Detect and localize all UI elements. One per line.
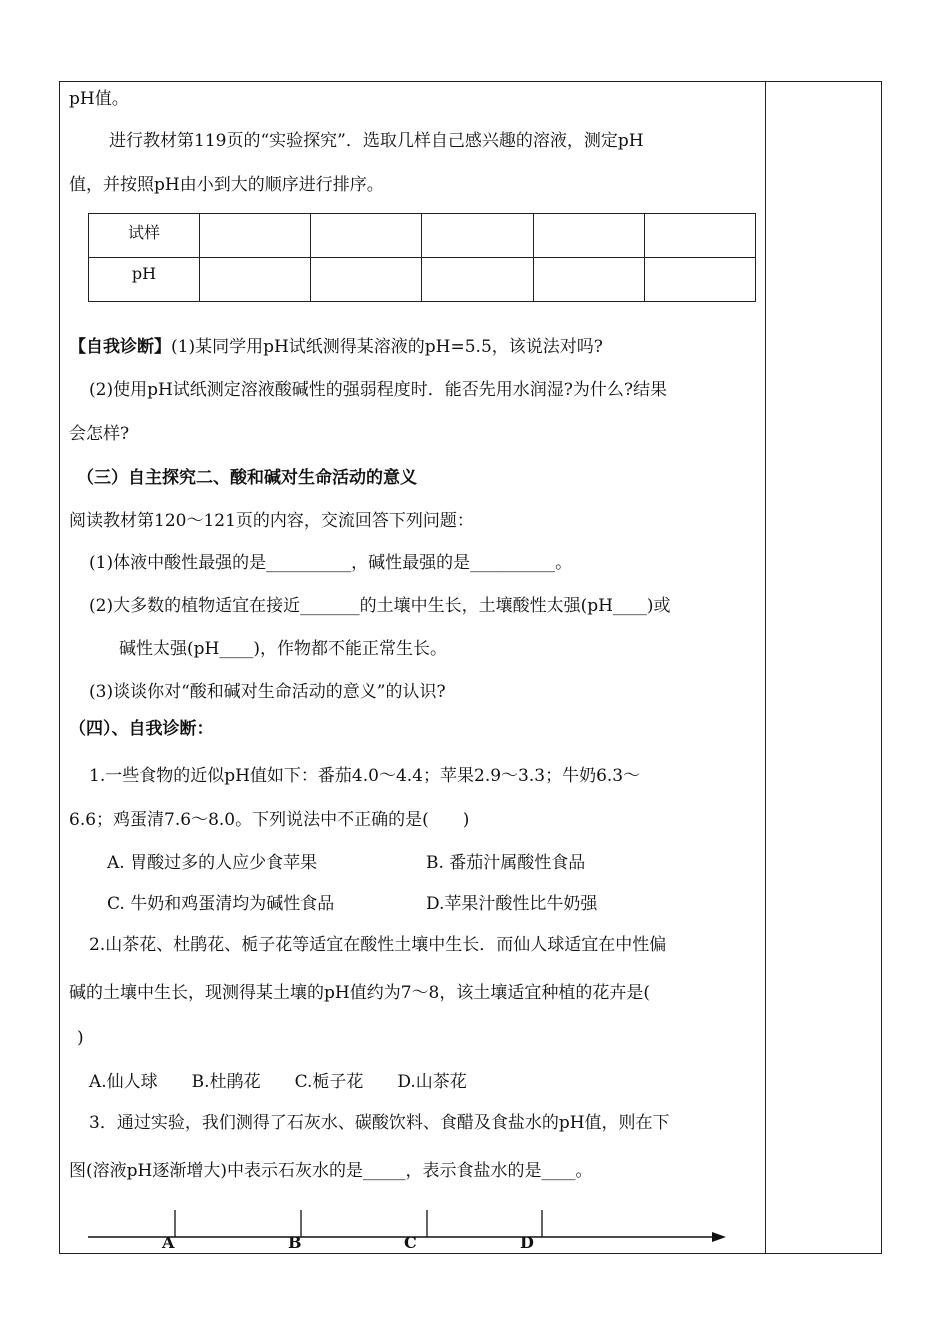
axis-label-b: B: [288, 1233, 302, 1252]
text-line: 值，并按照pH由小到大的顺序进行排序。: [69, 175, 384, 195]
option-d: D.苹果汁酸性比牛奶强: [426, 894, 598, 914]
text-line: pH值。: [69, 89, 129, 109]
diagnosis-question-1: (1)某同学用pH试纸测得某溶液的pH=5.5，该说法对吗?: [171, 337, 603, 357]
self-diagnosis-heading: 【自我诊断】: [69, 337, 171, 357]
section-3-title: （三）自主探究二、酸和碱对生命活动的意义: [77, 468, 417, 488]
axis-arrow-icon: [712, 1232, 726, 1242]
axis-label-c: C: [404, 1233, 417, 1252]
diagnosis-question-2: (2)使用pH试纸测定溶液酸碱性的强弱程度时．能否先用水润湿?为什么?结果: [89, 380, 668, 400]
text-line: ): [77, 1028, 84, 1048]
text-line: 图(溶液pH逐渐增大)中表示石灰水的是_____，表示食盐水的是____。: [69, 1161, 593, 1181]
text-line: 碱性太强(pH____)，作物都不能正常生长。: [119, 639, 447, 659]
text-line: 碱的土壤中生长，现测得某土壤的pH值约为7～8，该土壤适宜种植的花卉是(: [69, 983, 650, 1003]
section-3-question-1: (1)体液中酸性最强的是__________，碱性最强的是__________。: [89, 553, 573, 573]
question-2: 2.山茶花、杜鹃花、栀子花等适宜在酸性土壤中生长．而仙人球适宜在中性偏: [89, 935, 667, 955]
text-line: 进行教材第119页的“实验探究”．选取几样自己感兴趣的溶液，测定pH: [109, 131, 644, 151]
question-3: 3．通过实验，我们测得了石灰水、碳酸饮料、食醋及食盐水的pH值，则在下: [89, 1113, 670, 1133]
question-1: 1.一些食物的近似pH值如下：番茄4.0～4.4；苹果2.9～3.3；牛奶6.3～: [89, 766, 641, 786]
axis-label-d: D: [520, 1233, 534, 1252]
section-3-intro: 阅读教材第120～121页的内容，交流回答下列问题：: [69, 511, 474, 531]
axis-label-a: A: [162, 1233, 175, 1252]
table-header-cell: 试样: [89, 214, 200, 258]
table-header-cell: pH: [89, 258, 200, 302]
section-4-title: （四）、自我诊断：: [69, 719, 214, 739]
option-a: A. 胃酸过多的人应少食苹果: [107, 853, 318, 873]
option-c: C. 牛奶和鸡蛋清均为碱性食品: [107, 894, 335, 914]
section-3-question-3: (3)谈谈你对“酸和碱对生命活动的意义”的认识?: [89, 682, 446, 702]
text-line: 会怎样?: [69, 424, 130, 444]
option-b: B. 番茄汁属酸性食品: [426, 853, 586, 873]
text-line: 6.6；鸡蛋清7.6～8.0。下列说法中不正确的是( ): [69, 810, 470, 830]
section-3-question-2: (2)大多数的植物适宜在接近_______的土壤中生长，土壤酸性太强(pH____)或: [89, 596, 671, 616]
question-2-options: A.仙人球 B.杜鹃花 C.栀子花 D.山茶花: [89, 1072, 467, 1092]
